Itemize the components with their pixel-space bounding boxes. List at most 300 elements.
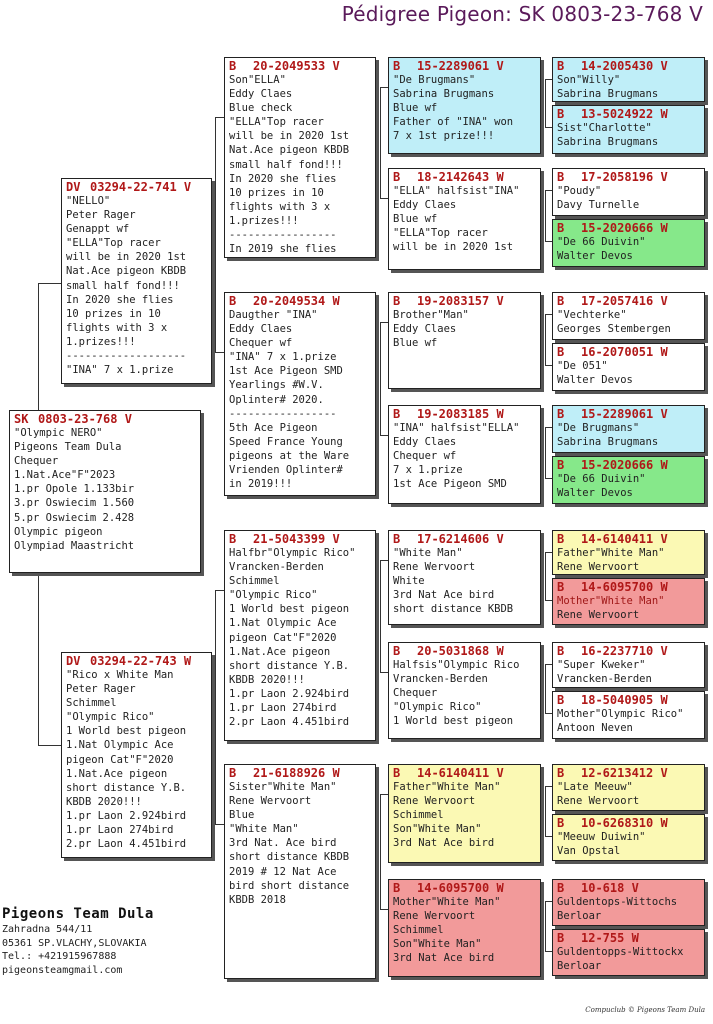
pigeon-info-line: "Late Meeuw" bbox=[557, 781, 633, 793]
ring-number: 12-755 W bbox=[581, 931, 639, 945]
pigeon-info-line: Halfbr"Olympic Rico" bbox=[229, 547, 356, 559]
grandparent-card bbox=[224, 764, 376, 979]
pigeon-info-line: "De Brugmans" bbox=[557, 422, 640, 434]
ring-number: 14-6140411 V bbox=[581, 532, 668, 546]
pigeon-info-line: 1.prizes!!! bbox=[229, 214, 299, 227]
pigeon-info-line: pigeon Cat"F"2020 bbox=[229, 631, 337, 644]
pigeon-info-line: flights with 3 x bbox=[229, 200, 331, 213]
pigeon-header bbox=[557, 221, 701, 235]
gender-code: B bbox=[557, 407, 565, 421]
pigeon-info-line: Eddy Claes bbox=[393, 436, 457, 449]
great-great-grandparent-card bbox=[552, 292, 705, 340]
pigeon-info-line: 5th Ace Pigeon bbox=[229, 421, 318, 434]
pigeon-info-line: 1.Nat.Ace pigeon bbox=[229, 645, 331, 658]
ring-number: 17-2058196 V bbox=[581, 170, 668, 184]
breeder-city: 05361 SP.VLACHY,SLOVAKIA bbox=[2, 937, 147, 949]
pigeon-info-line: Georges Stembergen bbox=[557, 323, 671, 336]
pigeon-info-line: Halfsis"Olympic Rico bbox=[393, 659, 520, 671]
connector-line bbox=[380, 672, 388, 673]
pigeon-info-line: Blue wf bbox=[393, 337, 438, 350]
ring-number: 15-2289061 V bbox=[417, 59, 504, 73]
ring-number: 14-6140411 V bbox=[417, 766, 504, 780]
pigeon-info-line: Rene Wervoort bbox=[557, 609, 640, 622]
great-grandparent-card bbox=[388, 642, 541, 739]
pigeon-info-line: 1 World best pigeon bbox=[66, 725, 187, 738]
great-great-grandparent-card bbox=[552, 929, 705, 976]
pigeon-info-line: "Olympic NERO" bbox=[14, 427, 103, 439]
pigeon-info-line: 5.pr Oswiecim 2.428 bbox=[14, 511, 135, 524]
pigeon-info-line: bird short distance bbox=[229, 879, 350, 892]
pigeon-info-line: Sabrina Brugmans bbox=[557, 136, 659, 149]
pigeon-info-line: 1 World best pigeon bbox=[393, 715, 514, 728]
pigeon-info-line: Schimmel bbox=[393, 809, 444, 822]
connector-line bbox=[545, 786, 552, 787]
pigeon-info-line: 1.Nat Olympic Ace bbox=[66, 739, 174, 752]
pigeon-info-line: short distance Y.B. bbox=[66, 781, 187, 794]
ring-number: 15-2289061 V bbox=[581, 407, 668, 421]
pigeon-info-line: Rene Wervoort bbox=[393, 795, 476, 808]
connector-line bbox=[215, 590, 224, 591]
dam-card bbox=[61, 652, 212, 858]
great-great-grandparent-card bbox=[552, 168, 705, 216]
connector-line bbox=[38, 573, 39, 745]
pigeon-info-line: Sister"White Man" bbox=[229, 781, 337, 793]
ring-number: 17-6214606 V bbox=[417, 532, 504, 546]
pigeon-info-line: KBDB 2018 bbox=[229, 893, 286, 906]
pigeon-info-line: 3.pr Oswiecim 1.560 bbox=[14, 497, 135, 510]
connector-line bbox=[38, 283, 61, 284]
pigeon-info-line: "White Man" bbox=[393, 547, 463, 559]
page-title: Pédigree Pigeon: SK 0803-23-768 V bbox=[341, 2, 703, 26]
connector-line bbox=[545, 79, 546, 127]
pigeon-header bbox=[229, 59, 372, 73]
pigeon-info-line: White bbox=[393, 575, 425, 588]
pigeon-info-line: "INA" halfsist"ELLA" bbox=[393, 422, 520, 434]
pigeon-header bbox=[229, 294, 372, 308]
pigeon-info-line: Vrancken-Berden bbox=[229, 561, 324, 574]
pigeon-info-line: "Super Kweker" bbox=[557, 659, 646, 671]
software-credit: Compuclub © Pigeons Team Dula bbox=[585, 1006, 705, 1014]
ring-number: 19-2083157 V bbox=[417, 294, 504, 308]
great-great-grandparent-card bbox=[552, 578, 705, 625]
pigeon-info-line: Guldentopps-Wittockx bbox=[557, 946, 684, 958]
pigeon-info-line: will be in 2020 1st bbox=[229, 130, 350, 143]
pigeon-info-line: "Vechterke" bbox=[557, 309, 627, 321]
connector-line bbox=[545, 314, 552, 315]
gender-code: B bbox=[557, 931, 565, 945]
great-great-grandparent-card bbox=[552, 405, 705, 453]
pigeon-info-line: Sabrina Brugmans bbox=[557, 88, 659, 101]
gender-code: B bbox=[229, 59, 237, 73]
gender-code: B bbox=[393, 59, 401, 73]
ring-number: 20-2049533 V bbox=[253, 59, 340, 73]
pigeon-header bbox=[557, 407, 701, 421]
pigeon-header bbox=[393, 532, 537, 546]
connector-line bbox=[545, 552, 546, 600]
gender-code: B bbox=[557, 345, 565, 359]
pigeon-info-line: Eddy Claes bbox=[393, 323, 457, 336]
pigeon-info-line: In 2019 she flies bbox=[229, 243, 337, 256]
pigeon-info-line: Walter Devos bbox=[557, 250, 633, 263]
connector-line bbox=[545, 427, 552, 428]
connector-line bbox=[545, 713, 552, 714]
gender-code: DV bbox=[66, 654, 81, 668]
pigeon-info-line: Chequer bbox=[14, 455, 59, 468]
pigeon-info-line: 1 World best pigeon bbox=[229, 603, 350, 616]
connector-line bbox=[380, 322, 388, 323]
connector-line bbox=[380, 909, 388, 910]
pigeon-info-line: Peter Rager bbox=[66, 209, 136, 222]
pigeon-info-line: 2019 # 12 Nat Ace bbox=[229, 865, 337, 878]
connector-line bbox=[545, 427, 546, 478]
pigeon-info-line: Daugther "INA" bbox=[229, 309, 318, 321]
gender-code: B bbox=[557, 644, 565, 658]
pigeon-info-line: Eddy Claes bbox=[393, 199, 457, 212]
pigeon-info-line: Blue bbox=[229, 809, 255, 822]
connector-line bbox=[38, 283, 39, 410]
connector-line bbox=[545, 365, 552, 366]
pigeon-info-line: "INA" 7 x 1.prize bbox=[229, 351, 337, 364]
ring-number: 19-2083185 W bbox=[417, 407, 504, 421]
connector-line bbox=[380, 435, 388, 436]
pigeon-info-line: Chequer bbox=[393, 687, 438, 700]
ring-number: 10-618 V bbox=[581, 881, 639, 895]
connector-line bbox=[545, 600, 552, 601]
pigeon-info-line: Brother"Man" bbox=[393, 309, 469, 321]
ring-number: 16-2237710 V bbox=[581, 644, 668, 658]
great-grandparent-card bbox=[388, 57, 541, 154]
gender-code: B bbox=[557, 59, 565, 73]
pigeon-info-line: Sist"Charlotte" bbox=[557, 122, 652, 134]
pigeon-header bbox=[393, 294, 537, 308]
pigeon-info-line: Olympic pigeon bbox=[14, 525, 103, 538]
pigeon-info-line: 1.pr Laon 274bird bbox=[66, 824, 174, 837]
pigeon-info-line: Schimmel bbox=[393, 924, 444, 937]
pigeon-info-line: 1.pr Laon 2.924bird bbox=[66, 809, 187, 822]
pigeon-info-line: short distance KBDB bbox=[393, 603, 514, 616]
great-great-grandparent-card bbox=[552, 105, 705, 154]
gender-code: B bbox=[393, 170, 401, 184]
pigeon-header bbox=[557, 59, 701, 73]
pigeon-header bbox=[229, 532, 372, 546]
gender-code: B bbox=[393, 766, 401, 780]
gender-code: B bbox=[557, 458, 565, 472]
connector-line bbox=[545, 951, 552, 952]
pigeon-info-line: 10 prizes in 10 bbox=[66, 307, 161, 320]
connector-line bbox=[545, 901, 546, 951]
pigeon-info-line: Eddy Claes bbox=[229, 323, 293, 336]
pigeon-info-line: Davy Turnelle bbox=[557, 199, 640, 212]
pigeon-header bbox=[393, 59, 537, 73]
ring-number: 14-2005430 V bbox=[581, 59, 668, 73]
connector-line bbox=[545, 127, 552, 128]
connector-line bbox=[380, 794, 388, 795]
breeder-address: Zahradna 544/11 bbox=[2, 924, 93, 935]
pigeon-info-line: "De 66 Duivin" bbox=[557, 236, 646, 248]
pigeon-info-line: ------------------- bbox=[66, 350, 187, 363]
gender-code: B bbox=[393, 407, 401, 421]
pigeon-info-line: Chequer wf bbox=[229, 337, 293, 350]
breeder-contact bbox=[2, 905, 154, 977]
pigeon-header bbox=[393, 644, 537, 658]
great-great-grandparent-card bbox=[552, 691, 705, 739]
pigeon-info-line: Mother"Olympic Rico" bbox=[557, 708, 684, 720]
great-great-grandparent-card bbox=[552, 456, 705, 504]
pigeon-info-line: Father"White Man" bbox=[393, 781, 501, 793]
grandparent-card bbox=[224, 292, 376, 496]
great-great-grandparent-card bbox=[552, 764, 705, 811]
ring-number: 16-2070051 W bbox=[581, 345, 668, 359]
pigeon-info-line: 2.pr Laon 4.451bird bbox=[66, 838, 187, 851]
pigeon-header bbox=[557, 170, 701, 184]
connector-line bbox=[215, 352, 224, 353]
connector-line bbox=[545, 314, 546, 365]
pigeon-info-line: pigeons at the Ware bbox=[229, 449, 350, 462]
pigeon-info-line: Schimmel bbox=[229, 575, 280, 588]
great-great-grandparent-card bbox=[552, 879, 705, 926]
connector-line bbox=[380, 560, 388, 561]
connector-line bbox=[545, 664, 546, 713]
pigeon-info-line: "NELLO" bbox=[66, 195, 111, 207]
pigeon-info-line: "Poudy" bbox=[557, 185, 602, 197]
pigeon-info-line: "De 66 Duivin" bbox=[557, 473, 646, 485]
connector-line bbox=[380, 87, 388, 88]
great-grandparent-card bbox=[388, 168, 541, 270]
pigeon-info-line: ----------------- bbox=[229, 229, 337, 242]
connector-line bbox=[545, 478, 552, 479]
pigeon-info-line: "Olympic Rico" bbox=[66, 711, 155, 724]
ring-number: 18-2142643 W bbox=[417, 170, 504, 184]
sire-card bbox=[61, 178, 212, 384]
great-grandparent-card bbox=[388, 405, 541, 504]
pigeon-info-line: "ELLA" halfsist"INA" bbox=[393, 185, 520, 197]
pigeon-info-line: Van Opstal bbox=[557, 845, 621, 858]
pigeon-info-line: 2.pr Laon 4.451bird bbox=[229, 716, 350, 729]
pigeon-info-line: KBDB 2020!!! bbox=[66, 795, 142, 808]
ring-number: 15-2020666 W bbox=[581, 458, 668, 472]
pigeon-info-line: KBDB 2020!!! bbox=[229, 673, 305, 686]
connector-line bbox=[545, 664, 552, 665]
pigeon-info-line: in 2019!!! bbox=[229, 478, 293, 491]
pigeon-info-line: Son"ELLA" bbox=[229, 74, 286, 86]
gender-code: SK bbox=[14, 412, 29, 426]
connector-line bbox=[545, 552, 552, 553]
gender-code: B bbox=[557, 816, 565, 830]
pigeon-info-line: "De 051" bbox=[557, 360, 608, 372]
ring-number: 0803-23-768 V bbox=[38, 412, 132, 426]
ring-number: 14-6095700 W bbox=[417, 881, 504, 895]
pigeon-info-line: "INA" 7 x 1.prize bbox=[66, 364, 174, 377]
pigeon-info-line: Rene Wervoort bbox=[229, 795, 312, 808]
pigeon-info-line: Son"White Man" bbox=[393, 823, 482, 836]
pigeon-info-line: 7 x 1st prize!!! bbox=[393, 130, 495, 143]
pigeon-info-line: Vrancken-Berden bbox=[557, 673, 652, 686]
pigeon-info-line: Berloar bbox=[557, 960, 602, 973]
great-great-grandparent-card bbox=[552, 642, 705, 688]
pigeon-info-line: Nat.Ace pigeon KBDB bbox=[229, 144, 350, 157]
pigeon-header bbox=[557, 458, 701, 472]
ring-number: 18-5040905 W bbox=[581, 693, 668, 707]
pigeon-info-line: small half fond!!! bbox=[229, 158, 343, 171]
pigeon-info-line: 1.pr Laon 274bird bbox=[229, 702, 337, 715]
pigeon-header bbox=[557, 294, 701, 308]
connector-line bbox=[545, 241, 552, 242]
pigeon-header bbox=[229, 766, 372, 780]
great-great-grandparent-card bbox=[552, 343, 705, 391]
ring-number: 14-6095700 W bbox=[581, 580, 668, 594]
pigeon-header bbox=[557, 931, 701, 945]
pigeon-info-line: 1st Ace Pigeon SMD bbox=[393, 478, 507, 491]
pigeon-info-line: Vrancken-Berden bbox=[393, 673, 488, 686]
ring-number: 10-6268310 W bbox=[581, 816, 668, 830]
pigeon-info-line: small half fond!!! bbox=[66, 279, 180, 292]
ring-number: 17-2057416 V bbox=[581, 294, 668, 308]
pigeon-header bbox=[557, 532, 701, 546]
gender-code: B bbox=[557, 294, 565, 308]
pigeon-header bbox=[557, 107, 701, 121]
pigeon-info-line: Mother"White Man" bbox=[557, 595, 665, 607]
pigeon-header bbox=[14, 412, 197, 426]
pigeon-info-line: In 2020 she flies bbox=[66, 293, 174, 306]
pigeon-info-line: Blue check bbox=[229, 102, 293, 115]
gender-code: B bbox=[557, 221, 565, 235]
pigeon-info-line: "ELLA"Top racer bbox=[229, 116, 324, 129]
pigeon-info-line: Vrienden Oplinter# bbox=[229, 464, 343, 477]
pigeon-info-line: Chequer wf bbox=[393, 450, 457, 463]
ring-number: 20-2049534 W bbox=[253, 294, 340, 308]
pigeon-info-line: Oplinter# 2020. bbox=[229, 393, 324, 406]
ring-number: 13-5024922 W bbox=[581, 107, 668, 121]
gender-code: DV bbox=[66, 180, 81, 194]
gender-code: B bbox=[557, 693, 565, 707]
connector-line bbox=[380, 322, 381, 435]
great-great-grandparent-card bbox=[552, 57, 705, 102]
pigeon-info-line: Walter Devos bbox=[557, 487, 633, 500]
pigeon-header bbox=[557, 345, 701, 359]
gender-code: B bbox=[557, 766, 565, 780]
pigeon-info-line: Rene Wervoort bbox=[557, 795, 640, 808]
pigeon-info-line: Pigeons Team Dula bbox=[14, 441, 122, 454]
gender-code: B bbox=[229, 532, 237, 546]
gender-code: B bbox=[393, 294, 401, 308]
connector-line bbox=[215, 590, 216, 824]
pigeon-header bbox=[393, 766, 537, 780]
pigeon-info-line: 7 x 1.prize bbox=[393, 464, 463, 477]
breeder-name: Pigeons Team Dula bbox=[2, 906, 154, 922]
pigeon-info-line: Rene Wervoort bbox=[393, 910, 476, 923]
gender-code: B bbox=[229, 766, 237, 780]
pigeon-info-line: flights with 3 x bbox=[66, 321, 168, 334]
pigeon-header bbox=[557, 644, 701, 658]
ring-number: 03294-22-743 W bbox=[90, 654, 192, 668]
gender-code: B bbox=[557, 580, 565, 594]
pigeon-info-line: "ELLA"Top racer bbox=[393, 227, 488, 240]
great-great-grandparent-card bbox=[552, 219, 705, 267]
pigeon-info-line: Speed France Young bbox=[229, 435, 343, 448]
ring-number: 12-6213412 V bbox=[581, 766, 668, 780]
pigeon-header bbox=[557, 816, 701, 830]
gender-code: B bbox=[393, 881, 401, 895]
connector-line bbox=[38, 745, 61, 746]
pigeon-header bbox=[557, 766, 701, 780]
pigeon-header bbox=[66, 654, 208, 668]
pigeon-info-line: Yearlings #W.V. bbox=[229, 379, 324, 392]
pigeon-info-line: 3rd Nat Ace bird bbox=[393, 952, 495, 965]
connector-line bbox=[545, 901, 552, 902]
pigeon-info-line: 3rd Nat Ace bird bbox=[393, 589, 495, 602]
pigeon-info-line: 1.pr Laon 2.924bird bbox=[229, 687, 350, 700]
pigeon-info-line: 3rd Nat. Ace bird bbox=[229, 837, 337, 850]
pigeon-info-line: will be in 2020 1st bbox=[66, 251, 187, 264]
subject-pigeon-card bbox=[9, 410, 201, 573]
connector-line bbox=[215, 117, 224, 118]
pigeon-info-line: pigeon Cat"F"2020 bbox=[66, 753, 174, 766]
connector-line bbox=[215, 824, 224, 825]
pigeon-info-line: Blue wf bbox=[393, 102, 438, 115]
pigeon-info-line: Rene Wervoort bbox=[557, 561, 640, 574]
connector-line bbox=[545, 190, 546, 241]
pigeon-info-line: "Rico x White Man bbox=[66, 669, 174, 681]
pigeon-header bbox=[393, 407, 537, 421]
ring-number: 15-2020666 W bbox=[581, 221, 668, 235]
connector-line bbox=[380, 87, 381, 198]
connector-line bbox=[380, 794, 381, 909]
pigeon-info-line: ----------------- bbox=[229, 407, 337, 420]
breeder-phone: Tel.: +421915967888 bbox=[2, 951, 117, 962]
pigeon-info-line: Blue wf bbox=[393, 213, 438, 226]
pigeon-info-line: Antoon Neven bbox=[557, 722, 633, 735]
pigeon-info-line: "White Man" bbox=[229, 823, 299, 836]
pigeon-info-line: Schimmel bbox=[66, 697, 117, 710]
pigeon-info-line: Olympiad Maastricht bbox=[14, 539, 135, 552]
gender-code: B bbox=[393, 644, 401, 658]
pigeon-info-line: 1.Nat Olympic Ace bbox=[229, 617, 337, 630]
grandparent-card bbox=[224, 57, 376, 258]
pigeon-info-line: short distance KBDB bbox=[229, 851, 350, 864]
gender-code: B bbox=[557, 170, 565, 184]
great-grandparent-card bbox=[388, 879, 541, 977]
pigeon-info-line: 1.Nat.Ace pigeon bbox=[66, 767, 168, 780]
pigeon-info-line: Father"White Man" bbox=[557, 547, 665, 559]
pigeon-header bbox=[557, 693, 701, 707]
pigeon-header bbox=[66, 180, 208, 194]
pigeon-info-line: Nat.Ace pigeon KBDB bbox=[66, 265, 187, 278]
connector-line bbox=[545, 79, 552, 80]
ring-number: 20-5031868 W bbox=[417, 644, 504, 658]
pigeon-info-line: 1st Ace Pigeon SMD bbox=[229, 365, 343, 378]
pigeon-info-line: Sabrina Brugmans bbox=[557, 436, 659, 449]
pigeon-info-line: "De Brugmans" bbox=[393, 74, 476, 86]
connector-line bbox=[380, 198, 388, 199]
pigeon-info-line: Peter Rager bbox=[66, 683, 136, 696]
pigeon-header bbox=[557, 881, 701, 895]
ring-number: 03294-22-741 V bbox=[90, 180, 192, 194]
pigeon-info-line: Son"Willy" bbox=[557, 74, 621, 86]
pigeon-info-line: Eddy Claes bbox=[229, 88, 293, 101]
great-great-grandparent-card bbox=[552, 530, 705, 575]
pigeon-header bbox=[557, 580, 701, 594]
pigeon-info-line: 1.pr Opole 1.133bir bbox=[14, 483, 135, 496]
pigeon-info-line: Sabrina Brugmans bbox=[393, 88, 495, 101]
great-grandparent-card bbox=[388, 292, 541, 389]
gender-code: B bbox=[557, 881, 565, 895]
connector-line bbox=[545, 836, 552, 837]
ring-number: 21-6188926 W bbox=[253, 766, 340, 780]
breeder-email[interactable]: pigeonsteamgmail.com bbox=[2, 964, 123, 976]
pigeon-header bbox=[393, 170, 537, 184]
pigeon-info-line: "Olympic Rico" bbox=[229, 589, 318, 602]
gender-code: B bbox=[229, 294, 237, 308]
